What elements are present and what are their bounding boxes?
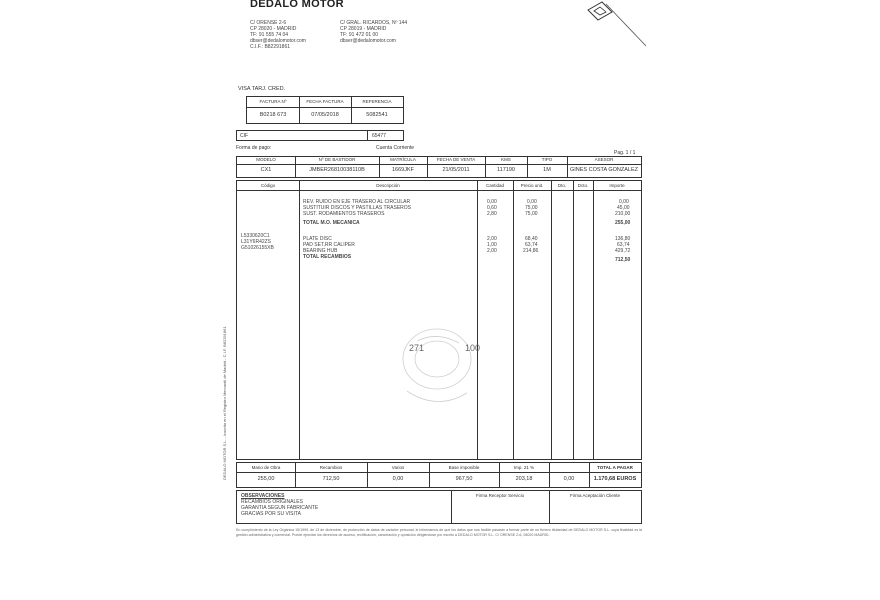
misc-value: 0,00 bbox=[392, 476, 404, 482]
col-amount: Importe bbox=[609, 183, 625, 188]
table-row: REV. RUIDO EN EJE TRASERO AL CIRCULAR 0,00 0,00 0,00 bbox=[303, 199, 629, 205]
payment-method: Cuenta Corriente bbox=[376, 145, 415, 151]
advisor-label: ASESOR bbox=[594, 157, 614, 162]
vin-label: Nº DE BASTIDOR bbox=[318, 157, 356, 162]
part-code: L5330620C1 bbox=[241, 233, 270, 239]
tax-base-value: 967,50 bbox=[455, 476, 473, 482]
part-code: L31Y6R42ZS bbox=[241, 239, 272, 245]
labor-total-value: 255,00 bbox=[257, 476, 275, 482]
col-discount: Dto. bbox=[557, 183, 567, 188]
cif-value: 65477 bbox=[372, 133, 386, 139]
sale-date-label: FECHA DE VENTA bbox=[436, 157, 476, 162]
labor-total-row: TOTAL M.O. MECANICA 255,00 bbox=[303, 220, 631, 226]
table-row: PAD SET,RR CALIPER 1,00 63,74 63,74 bbox=[303, 242, 630, 248]
totals-box bbox=[236, 462, 642, 488]
part-code: G51026155XB bbox=[241, 245, 274, 251]
tax-base-label: Base imponible bbox=[448, 465, 480, 470]
invoice-header-box bbox=[246, 96, 404, 124]
vat-label: Imp. 21 % bbox=[513, 465, 535, 470]
invoice-number: B0218 673 bbox=[259, 112, 287, 118]
model: CX1 bbox=[260, 167, 272, 173]
model-label: MODELO bbox=[256, 157, 276, 162]
labor-lines bbox=[303, 199, 641, 227]
side-registry-text: DEDALO MOTOR S.L. - Inscrita en el Registro Mercantil de Madrid - C.I.F. B82291861 bbox=[222, 326, 227, 480]
invoice-number-label: FACTURA Nº bbox=[259, 99, 287, 104]
plate: 1669JKF bbox=[391, 167, 414, 173]
company-address-1: C/ ORENSE 2-6 CP 28020 - MADRID TF: 91 555 74 04 dbser@dedalomotor.com C.I.F.: B82291861 bbox=[250, 20, 306, 50]
type-label: TIPO bbox=[541, 157, 553, 162]
table-row: SUSTITUIR DISCOS Y PASTILLAS TRASEROS 0,60 75,00 45,00 bbox=[303, 205, 630, 211]
vat-value: 203,18 bbox=[515, 476, 533, 482]
invoice-date-label: FECHA FACTURA bbox=[306, 99, 344, 104]
misc-label: Varios bbox=[391, 465, 405, 470]
customer-signature-label: Firma Aceptación Cliente bbox=[569, 493, 621, 498]
stamp-watermark-icon bbox=[387, 311, 497, 421]
plate-label: MATRÍCULA bbox=[390, 157, 416, 162]
total-label: TOTAL A PAGAR bbox=[597, 465, 633, 470]
col-code: Código bbox=[260, 183, 276, 188]
table-row: SUST. RODAMIENTOS TRASEROS 2,80 75,00 210,00 bbox=[303, 211, 631, 217]
kms: 117190 bbox=[497, 167, 515, 173]
kms-label: KMS bbox=[501, 157, 511, 162]
cif-box bbox=[236, 130, 404, 141]
service-signature-label: Firma Receptor Servicio bbox=[475, 493, 525, 498]
items-table bbox=[236, 180, 642, 460]
company-address-2: C/ GRAL. RICARDOS, Nº 144 CP 28019 - MADRID TF: 91 472 01 00 dbser@dedalomotor.com bbox=[340, 20, 408, 44]
payment-label: Forma de pago: bbox=[236, 145, 272, 151]
observations: OBSERVACIONES RECAMBIOS ORIGINALES GARANTIA SEGUN FABRICANTE GRACIAS POR SU VISITA bbox=[241, 493, 319, 517]
vin: JMBER26810038110B bbox=[309, 167, 365, 173]
stamp-mark: 271 bbox=[409, 343, 425, 353]
parts-lines bbox=[303, 236, 641, 263]
col-unit-price: Precio unit. bbox=[520, 183, 544, 188]
invoice-date: 07/05/2018 bbox=[311, 112, 339, 118]
brand-logo-icon bbox=[576, 0, 646, 48]
company-name: DEDALO MOTOR bbox=[250, 0, 344, 10]
page-number: Pag. 1 / 1 bbox=[614, 150, 636, 156]
col-discount-2: Dcto. bbox=[577, 183, 589, 188]
advisor: GINES COSTA GONZALEZ bbox=[569, 167, 639, 173]
table-row: PLATE DISC 2,00 68,40 136,80 bbox=[303, 236, 631, 242]
col-quantity: Cantidad bbox=[485, 183, 504, 188]
reference: 5082541 bbox=[366, 112, 388, 118]
part-codes bbox=[241, 233, 274, 251]
stamp-mark: 100 bbox=[465, 343, 481, 353]
col-description: Descripción bbox=[376, 183, 400, 188]
invoice-page bbox=[216, 0, 666, 600]
type: 1M bbox=[543, 167, 551, 173]
reference-label: REFERENCIA bbox=[362, 99, 392, 104]
sale-date: 21/05/2011 bbox=[442, 167, 470, 173]
other-value: 0,00 bbox=[563, 476, 575, 482]
labor-total-label: Mano de Obra bbox=[251, 465, 281, 470]
cif-label: CIF bbox=[240, 133, 249, 139]
document-type: VISA TARJ. CRED. bbox=[238, 86, 286, 92]
parts-total-row: TOTAL RECAMBIOS 712,50 bbox=[303, 254, 631, 263]
table-row: BEARING HUB 2,00 214,86 429,72 bbox=[303, 248, 631, 254]
parts-total-label: Recambios bbox=[319, 465, 343, 470]
legal-notice: En cumplimiento de la Ley Orgánica 15/1999, de 13 de diciembre, de protección de datos de carácter personal, le informamos de que los datos que nos facilite pasarán a formar parte de un fichero titularidad de DEDALO MOTOR S.L. cuya finalidad es la gestión administrativa y comercial. Puede ejercitar los derechos de acceso, rectificación, cancelación y oposición dirigiéndose por escrito a DEDALO MOTOR S.L. C/ ORENSE 2-6, 28020 MADRID. bbox=[236, 528, 642, 537]
vehicle-info-box bbox=[236, 156, 642, 178]
total-to-pay: 1.170,68 EUROS bbox=[593, 476, 637, 482]
parts-total-value: 712,50 bbox=[322, 476, 340, 482]
observations-box bbox=[236, 490, 642, 524]
